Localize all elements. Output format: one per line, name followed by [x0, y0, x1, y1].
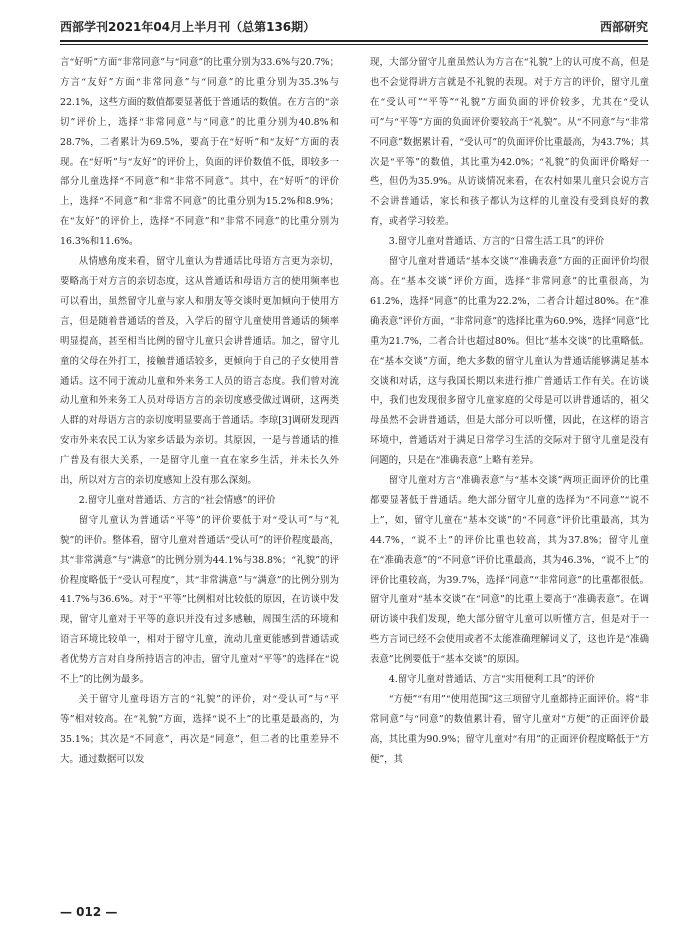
section-title: 西部研究	[599, 20, 648, 34]
paragraph: 留守儿童对普通话“基本交谈”“准确表意”方面的正面评价均很高。在“基本交谈”评价方面，选择“非常同意”的比重很高，为61.2%，选择“同意”的比重为22.2%，二者合计超过80%。在“准确表意”评价方面，“非常同意”的选择比重为60.9%，选择“同意”比重为21.7%，二者合计也超过80%。但比“基本交谈”的比重略低。在“基本交谈”方面，绝大多数的留守儿童认为普通话能够满足基本交谈和对话，这与我国长期以来进行推广普通话工作有关。在访谈中，我们也发现很多留守儿童家庭的父母是可以讲普通话的，祖父母虽然不会讲普通话，但是大部分可以听懂，因此，在这样的语言环境中，普通话对于满足日常学习生活的交际对于留守儿童是没有问题的，只是在“准确表意”上略有差异。	[370, 256, 649, 467]
section-heading: 3.留守儿童对普通话、方言的“日常生活工具”的评价	[388, 236, 605, 248]
left-column	[60, 53, 339, 898]
paragraph: “方便”“有用”“使用范围”这三项留守儿童都持正面评价。将“非常同意”与“同意”的数值累计看，留守儿童对“方便”的正面评价最高，其比重为90.9%；留守儿童对“有用”的正面评价程度略低于“方便”，其	[370, 694, 649, 765]
header-rule-thick	[60, 40, 648, 42]
paragraph: 从情感角度来看，留守儿童认为普通话比母语方言更为亲切，要略高于对方言的亲切态度，这从普通话和母语方言的使用频率也可以看出，虽然留守儿童与家人和朋友等交谈时更加倾向于使用方言，但是随着普通话的普及，入学后的留守儿童使用普通话的频率明显提高，甚至相当比例的留守儿童只会讲普通话。加之，留守儿童的父母在外打工，接触普通话较多，更倾向于自己的子女使用普通话。这不同于流动儿童和外来务工人员的语言态度。我们曾对流动儿童和外来务工人员对母语方言的亲切度感受做过调研，这两类人群的对母语方言的亲切度明显要高于普通话。李琼[3]调研发现西安市外来农民工认为家乡话最为亲切。其原因，一是与普通话的推广普及有很大关系，一是留守儿童一直在家乡生活，并未长久外出，所以对方言的亲切度感知上没有那么深刻。	[60, 256, 339, 487]
page-header	[60, 14, 648, 40]
paragraph: 言“好听”方面“非常同意”与“同意”的比重分别为33.6%与20.7%；方言“友好”方面“非常同意”与“同意”的比重分别为35.3%与22.1%，这些方面的数值都要显著低于普通话的数值。在方言的“亲切”评价上，选择“非常同意”与“同意”的比重分别为40.8%和28.7%，二者累计为69.5%，要高于在“好听”和“友好”方面的表现。在“好听”与“友好”的评价上，负面的评价数值不低，即较多一部分儿童选择“不同意”和“非常不同意”。其中，在“好听”的评价上，选择“不同意”和“非常不同意”的比重分别为15.2%和8.9%；在“友好”的评价上，选择“不同意”和“非常不同意”的比重分别为16.3%和11.6%。	[60, 57, 339, 248]
journal-issue-title: 西部学刊2021年04月上半月刊（总第136期）	[60, 20, 316, 34]
page-number: — 012 —	[60, 905, 118, 919]
paragraph: 留守儿童认为普通话“平等”的评价要低于对“受认可”与“礼貌”的评价。整体看，留守儿童对普通话“受认可”的评价程度最高，其“非常满意”与“满意”的比例分别为44.1%与38.8%；“礼貌”的评价程度略低于“受认可程度”，其“非常满意”与“满意”的比例分别为41.7%与36.6%。对于“平等”比例相对比较低的原因，在访谈中发现，留守儿童对于平等的意识并没有过多感触，周围生活的环境和语言环境比较单一，相对于留守儿童，流动儿童更能感到普通话或者优势方言对自身所持语言的冲击，留守儿童对“平等”的选择在“说不上”的比例为最多。	[60, 514, 339, 686]
section-heading: 4.留守儿童对普通话、方言“实用便利工具”的评价	[388, 674, 595, 686]
paragraph: 留守儿童对方言“准确表意”与“基本交谈”两项正面评价的比重都要显著低于普通话。绝大部分留守儿童的选择为“不同意”“说不上”，如，留守儿童在“基本交谈”的“不同意”评价比重最高，其为44.7%，“说不上”的评价比重也较高，其为37.8%；留守儿童在“准确表意”的“不同意”评价比重最高，其为46.3%，“说不上”的评价比重较高，为39.7%，选择“同意”“非常同意”的比重都很低。留守儿童对“基本交谈”在“同意”的比重上要高于“准确表意”。在调研访谈中我们发现，绝大部分留守儿童可以听懂方言，但是对于一些方言词已经不会使用或者不太能准确理解词义了，这也许是“准确表意”比例要低于“基本交谈”的原因。	[370, 475, 649, 666]
paragraph: 关于留守儿童母语方言的“礼貌”的评价，对“受认可”与“平等”相对较高。在“礼貌”方面，选择“说不上”的比重是最高的，为35.1%；其次是“不同意”，再次是“同意”，但二者的比重差异不大。通过数据可以发	[60, 694, 339, 765]
header-rule-thin	[60, 44, 648, 45]
section-heading: 2.留守儿童对普通话、方言的“社会情感”的评价	[78, 494, 276, 506]
paragraph: 现，大部分留守儿童虽然认为方言在“礼貌”上的认可度不高，但是也不会觉得讲方言就是不礼貌的表现。对于方言的评价，留守儿童在“受认可”“平等”“礼貌”方面负面的评价较多，尤其在“受认可”与“平等”方面的负面评价要较高于“礼貌”。从“不同意”与“非常不同意”数据累计看，“受认可”的负面评价比重最高，为43.7%；其次是“平等”的数值，其比重为42.0%；“礼貌”的负面评价略好一些，但仍为35.9%。从访谈情况来看，在农村如果儿童只会说方言不会讲普通话，家长和孩子都认为这样的儿童没有受到良好的教育，或者学习较差。	[370, 57, 649, 228]
right-column	[370, 53, 649, 898]
